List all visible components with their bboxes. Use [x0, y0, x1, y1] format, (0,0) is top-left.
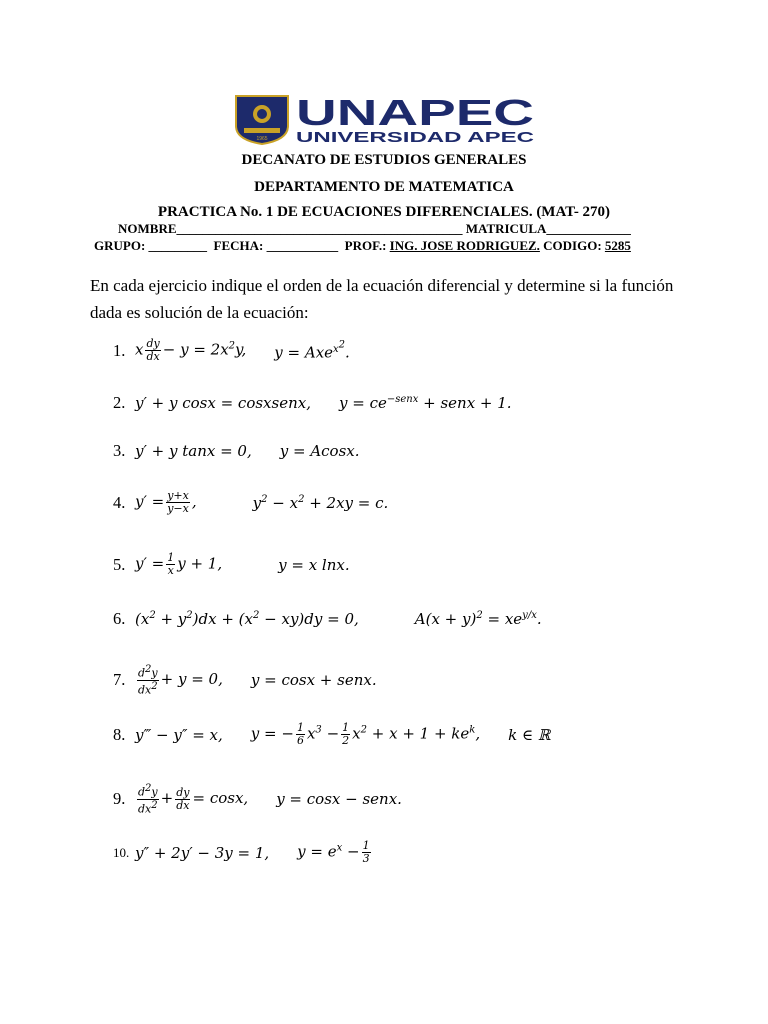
equation: $(x^2 + y^2)dx + (x^2 - xy)dy = 0$,: [135, 610, 359, 628]
exercise-7: [113, 664, 377, 696]
header-line-2: DEPARTAMENTO DE MATEMATICA: [254, 179, 514, 195]
equation: $\frac{d^2y}{dx^2}$ + y = 0,: [138, 664, 223, 697]
svg-text:UNIVERSIDAD APEC: UNIVERSIDAD APEC: [296, 129, 535, 146]
solution: $y = e^x$ − $\frac{1}{3}$: [297, 839, 370, 865]
nombre-label: NOMBRE: [118, 221, 177, 236]
exercise-3: [113, 441, 360, 461]
nombre-row: [118, 221, 631, 237]
exercise-6: [113, 609, 542, 629]
equation: y‴ − y″ = x,: [135, 725, 223, 744]
svg-text:UNAPEC: UNAPEC: [296, 94, 535, 133]
nombre-field[interactable]: ____________________________________________: [176, 221, 463, 236]
equation: y′ = $\frac{y+x}{y-x}$ ,: [135, 489, 197, 515]
solution: y = Acosx.: [279, 442, 360, 460]
exercise-9: [113, 783, 402, 815]
grupo-row: [94, 238, 631, 254]
exercise-4: [113, 490, 388, 515]
equation: x $\frac{dy}{dx}$ − $y = 2x^2y$,: [135, 337, 247, 363]
equation: y″ + 2y′ − 3y = 1,: [135, 843, 270, 862]
exercise-number: 4.: [113, 492, 126, 512]
equation: y′ + y cosx = cosxsenx,: [135, 394, 311, 412]
fecha-field[interactable]: ___________: [266, 238, 339, 253]
unapec-logo: [234, 94, 536, 146]
prof-label: PROF.:: [344, 238, 387, 253]
equation: y′ + y tanx = 0,: [135, 442, 252, 460]
solution: y = cosx − senx.: [276, 790, 402, 809]
exercise-number: 9.: [113, 789, 126, 809]
exercise-1: [113, 338, 350, 363]
constant-domain: k ∈ ℝ: [508, 725, 551, 744]
header-line-3: PRACTICA No. 1 DE ECUACIONES DIFERENCIALES. (MAT- 270): [157, 204, 611, 220]
codigo-label: CODIGO:: [543, 238, 602, 253]
instructions: En cada ejercicio indique el orden de la ecuación diferencial y determine si la función dada es solución de la ecuación:: [90, 276, 674, 322]
equation: y′ = $\frac{1}{x}$ y + 1,: [135, 551, 223, 577]
exercise-5: [113, 552, 350, 577]
exercise-number: 2.: [113, 393, 126, 412]
solution: y = Axe$^{x^2}$.: [274, 339, 350, 362]
header-line-1: DECANATO DE ESTUDIOS GENERALES: [241, 152, 527, 168]
solution: y = cosx + senx.: [250, 671, 377, 690]
exercise-8: [113, 722, 550, 747]
solution: y = − $\frac{1}{6}$ $x^3$ − $\frac{1}{2}$ $x^2 + x + 1 + ke^k$,: [250, 721, 481, 747]
solution: $y^2 - x^2 + 2xy = c$.: [252, 493, 389, 512]
fecha-label: FECHA:: [213, 238, 264, 253]
exercise-number: 6.: [113, 609, 126, 628]
solution: $A(x + y)^2 = xe^{y/x}$.: [414, 610, 542, 628]
exercise-number: 8.: [113, 724, 126, 744]
grupo-label: GRUPO:: [94, 238, 146, 253]
solution: y = x lnx.: [278, 555, 350, 574]
exercise-number: 10.: [113, 844, 130, 860]
svg-text:1965: 1965: [256, 136, 268, 142]
matricula-field[interactable]: _____________: [546, 221, 631, 236]
matricula-label: MATRICULA: [465, 221, 547, 236]
prof-value: ING. JOSE RODRIGUEZ.: [389, 238, 540, 253]
exercise-number: 3.: [113, 441, 126, 460]
exercise-number: 7.: [113, 670, 126, 690]
codigo-value: 5285: [604, 238, 631, 253]
exercise-2: [113, 393, 512, 413]
exercise-10: [113, 840, 373, 865]
equation: $\frac{d^2y}{dx^2}$ + $\frac{dy}{dx}$ = cosx,: [138, 783, 249, 816]
exercise-number: 5.: [113, 554, 126, 574]
grupo-field[interactable]: _________: [148, 238, 208, 253]
solution: $y = ce^{-senx}$ + senx + 1.: [338, 394, 512, 412]
exercise-number: 1.: [113, 340, 126, 360]
